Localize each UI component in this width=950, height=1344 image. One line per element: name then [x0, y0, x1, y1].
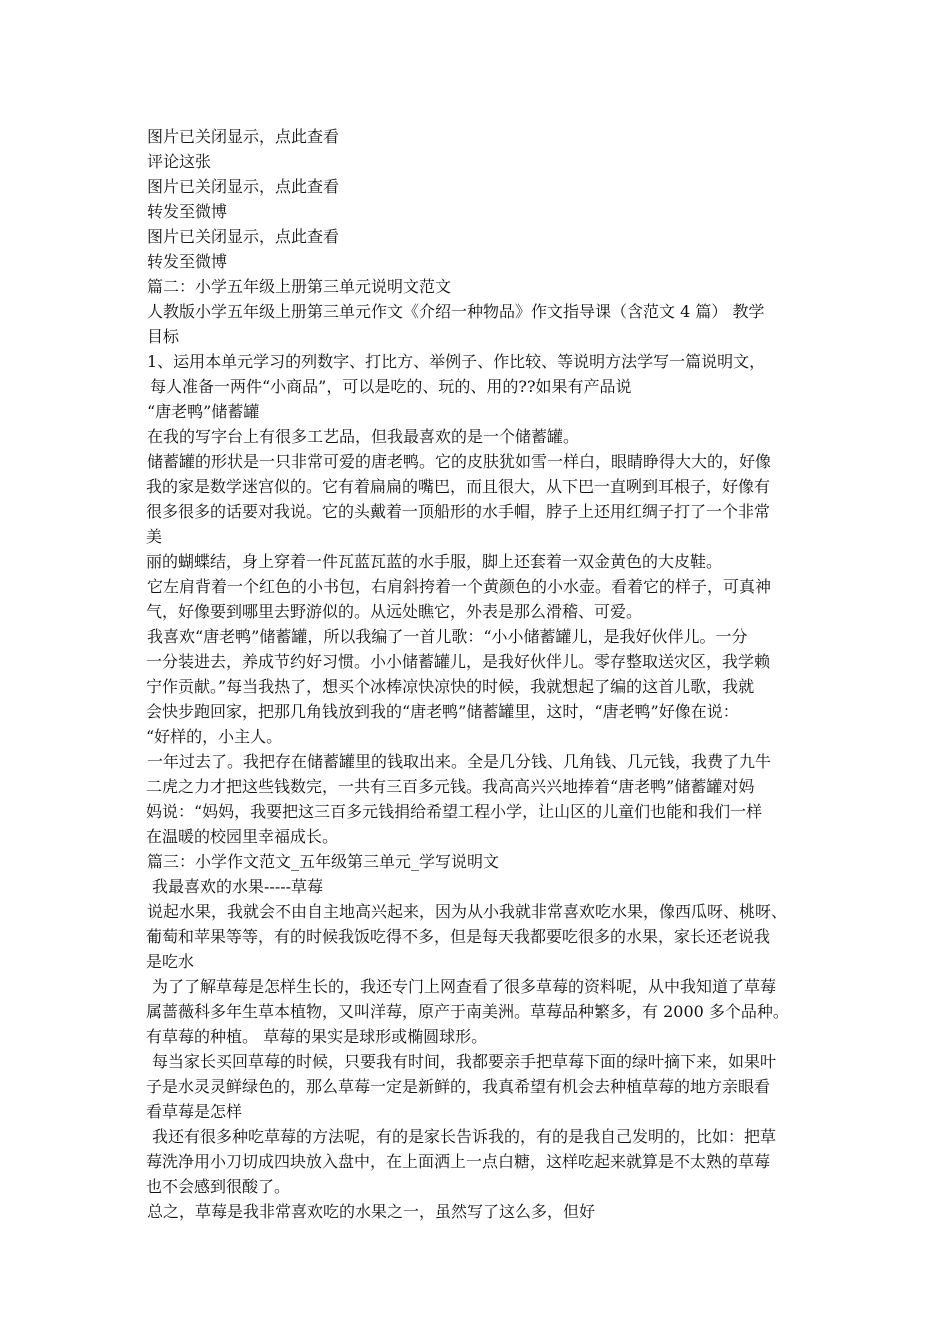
section-heading: 篇三：小学作文范文_五年级第三单元_学写说明文 — [147, 852, 500, 871]
text-line: 每人准备一两件“小商品”，可以是吃的、玩的、用的??如果有产品说 — [150, 377, 632, 396]
text-line: 会快步跑回家，把那几角钱放到我的“唐老鸭”储蓄罐里，这时，“唐老鸭”好像在说： — [146, 702, 739, 721]
text-line: 储蓄罐的形状是一只非常可爱的唐老鸭。它的皮肤犹如雪一样白，眼睛睁得大大的，好像 — [147, 452, 772, 471]
comment-link[interactable]: 评论这张 — [147, 152, 212, 171]
document-body — [146, 124, 814, 1224]
text-line: 它左肩背着一个红色的小书包，右肩斜挎着一个黄颜色的小水壶。看着它的样子，可真神 — [147, 577, 772, 596]
text-line: 是吃水 — [146, 952, 195, 971]
text-line: 我喜欢“唐老鸭”储蓄罐，所以我编了一首儿歌：“小小储蓄罐儿，是我好伙伴儿。一分 — [147, 627, 748, 646]
text-line: 有草莓的种植。 草莓的果实是球形或椭圆球形。 — [146, 1027, 488, 1046]
text-line: 我的家是数学迷宫似的。它有着扁扁的嘴巴，而且很大，从下巴一直咧到耳根子，好像有 — [146, 477, 771, 496]
text-line: 二虎之力才把这些钱数完，一共有三百多元钱。我高高兴兴地捧着“唐老鸭”储蓄罐对妈 — [146, 777, 755, 796]
text-line: 属蔷薇科多年生草本植物，又叫洋莓，原产于南美洲。草莓品种繁多，有 2000 多个品种。 — [146, 1002, 789, 1021]
image-hidden-link[interactable]: 图片已关闭显示，点此查看 — [147, 127, 340, 146]
text-line: 为了了解草莓是怎样生长的，我还专门上网查看了很多草莓的资料呢，从中我知道了草莓 — [152, 977, 777, 996]
essay-title: “唐老鸭”储蓄罐 — [147, 402, 260, 421]
text-line: 在我的写字台上有很多工艺品，但我最喜欢的是一个储蓄罐。 — [147, 427, 580, 446]
text-line: 莓洗净用小刀切成四块放入盘中，在上面洒上一点白糖，这样吃起来就算是不太熟的草莓 — [146, 1152, 771, 1171]
text-line: 目标 — [147, 327, 180, 346]
text-line: 宁作贡献。”每当我热了，想买个冰棒凉快凉快的时候，我就想起了编的这首儿歌，我就 — [146, 677, 755, 696]
text-line: 很多很多的话要对我说。它的头戴着一顶船形的水手帽，脖子上还用红绸子打了一个非常 — [146, 502, 771, 521]
text-line: 子是水灵灵鲜绿色的，那么草莓一定是新鲜的，我真希望有机会去种植草莓的地方亲眼看 — [146, 1077, 771, 1096]
essay-title: 我最喜欢的水果-----草莓 — [152, 877, 324, 896]
section-heading: 篇二：小学五年级上册第三单元说明文范文 — [147, 277, 452, 296]
text-line: 我还有很多种吃草莓的方法呢，有的是家长告诉我的，有的是我自己发明的，比如：把草 — [152, 1127, 777, 1146]
text-line: 1、运用本单元学习的列数字、打比方、举例子、作比较、等说明方法学写一篇说明文， — [147, 352, 766, 371]
text-line: 丽的蝴蝶结，身上穿着一件瓦蓝瓦蓝的水手服，脚上还套着一双金黄色的大皮鞋。 — [146, 552, 723, 571]
share-weibo-link[interactable]: 转发至微博 — [147, 252, 228, 271]
text-line: 在温暖的校园里幸福成长。 — [146, 827, 339, 846]
text-line: 人教版小学五年级上册第三单元作文《介绍一种物品》作文指导课（含范文 4 篇） 教学 — [147, 302, 765, 321]
text-line: 妈说：“妈妈，我要把这三百多元钱捐给希望工程小学，让山区的儿童们也能和我们一样 — [146, 802, 763, 821]
text-line: 一分装进去，养成节约好习惯。小小储蓄罐儿，是我好伙伴儿。零存整取送灾区，我学赖 — [146, 652, 771, 671]
text-line: 看草莓是怎样 — [146, 1102, 243, 1121]
image-hidden-link[interactable]: 图片已关闭显示，点此查看 — [147, 177, 340, 196]
text-line: 一年过去了。我把存在储蓄罐里的钱取出来。全是几分钱、几角钱、几元钱，我费了九牛 — [147, 752, 772, 771]
text-line: 美 — [146, 527, 163, 546]
text-line: 总之，草莓是我非常喜欢吃的水果之一，虽然写了这么多，但好 — [147, 1202, 596, 1221]
text-line: “好样的，小主人。 — [146, 727, 283, 746]
text-line: 每当家长买回草莓的时候，只要我有时间，我都要亲手把草莓下面的绿叶摘下来，如果叶 — [152, 1052, 777, 1071]
text-line: 也不会感到很酸了。 — [146, 1177, 291, 1196]
image-hidden-link[interactable]: 图片已关闭显示，点此查看 — [147, 227, 340, 246]
text-line: 葡萄和苹果等等，有的时候我饭吃得不多，但是每天我都要吃很多的水果，家长还老说我 — [146, 927, 771, 946]
share-weibo-link[interactable]: 转发至微博 — [147, 202, 228, 221]
text-line: 气，好像要到哪里去野游似的。从远处瞧它，外表是那么滑稽、可爱。 — [146, 602, 643, 621]
text-line: 说起水果，我就会不由自主地高兴起来，因为从小我就非常喜欢吃水果，像西瓜呀、桃呀、 — [147, 902, 788, 921]
